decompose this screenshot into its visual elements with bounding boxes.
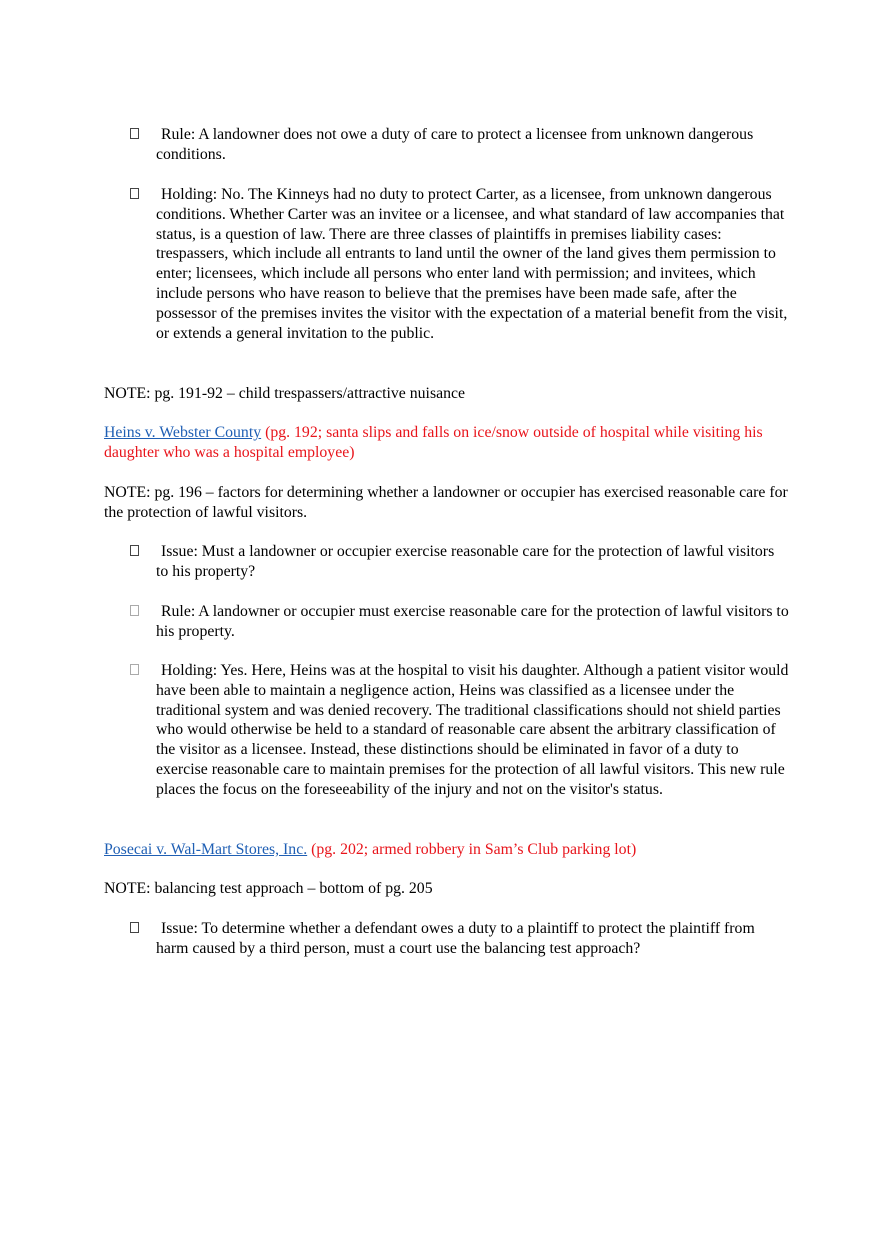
bullet-text: Issue: Must a landowner or occupier exercise reasonable care for the protection of lawful visitors to his property? — [156, 543, 775, 580]
case-heading-heins — [104, 423, 794, 463]
case-link-posecai[interactable]: Posecai v. Wal-Mart Stores, Inc. — [104, 841, 308, 858]
bullet-issue-posecai — [130, 919, 790, 959]
bullet-issue-heins — [130, 542, 790, 582]
note-attractive-nuisance: NOTE: pg. 191-92 – child trespassers/attractive nuisance — [104, 385, 466, 402]
checkbox-bullet-icon — [130, 605, 139, 616]
bullet-text: Issue: To determine whether a defendant owes a duty to a plaintiff to protect the plaintiff from harm caused by a third person, must a court use the balancing test approach? — [156, 920, 755, 957]
bullet-text: Holding: Yes. Here, Heins was at the hospital to visit his daughter. Although a patient visitor would have been able to maintain a negligence action, Heins was classified as a licensee under the traditional system and was denied recovery. The traditional classifications should not shield parties who would otherwise be held to a standard of reasonable care absent the arbitrary classification of the visitor as a licensee. Instead, these distinctions should be eliminated in favor of a duty to exercise reasonable care to maintain premises for the protection of all lawful visitors. This new rule places the focus on the foreseeability of the injury and not on the visitor's status. — [156, 662, 789, 798]
bullet-text: Holding: No. The Kinneys had no duty to protect Carter, as a licensee, from unknown dangerous conditions. Whether Carter was an invitee or a licensee, and what standard of law accompanies that status, is a question of law. There are three classes of plaintiffs in premises liability cases: trespassers, which include all entrants to land until the owner of the land gives them permission to enter; licensees, which include all persons who enter land with permission; and invitees, which include persons who have reason to believe that the premises have been made safe, after the possessor of the premises invites the visitor with the expectation of a material benefit from the visit, or extends a general invitation to the public. — [156, 186, 788, 342]
bullet-holding-heins — [130, 661, 790, 800]
checkbox-bullet-icon — [130, 128, 139, 139]
checkbox-bullet-icon — [130, 188, 139, 199]
bullet-holding-kinney — [130, 185, 790, 343]
bullet-rule-licensee — [130, 125, 790, 165]
bullet-text: Rule: A landowner or occupier must exercise reasonable care for the protection of lawful visitors to his property. — [156, 603, 789, 640]
checkbox-bullet-icon — [130, 664, 139, 675]
checkbox-bullet-icon — [130, 922, 139, 933]
bullet-text: Rule: A landowner does not owe a duty of care to protect a licensee from unknown dangerous conditions. — [156, 126, 754, 163]
note-reasonable-care-factors: NOTE: pg. 196 – factors for determining whether a landowner or occupier has exercised reasonable care for the protection of lawful visitors. — [104, 484, 788, 521]
case-summary-posecai: (pg. 202; armed robbery in Sam’s Club parking lot) — [311, 841, 637, 858]
checkbox-bullet-icon — [130, 545, 139, 556]
case-link-heins[interactable]: Heins v. Webster County — [104, 424, 262, 441]
case-heading-posecai — [104, 840, 794, 860]
case-summary-heins: (pg. 192; santa slips and falls on ice/snow outside of hospital while visiting his daughter who was a hospital employee) — [104, 424, 763, 461]
bullet-rule-heins — [130, 602, 790, 642]
note-balancing-test: NOTE: balancing test approach – bottom of pg. 205 — [104, 880, 433, 897]
